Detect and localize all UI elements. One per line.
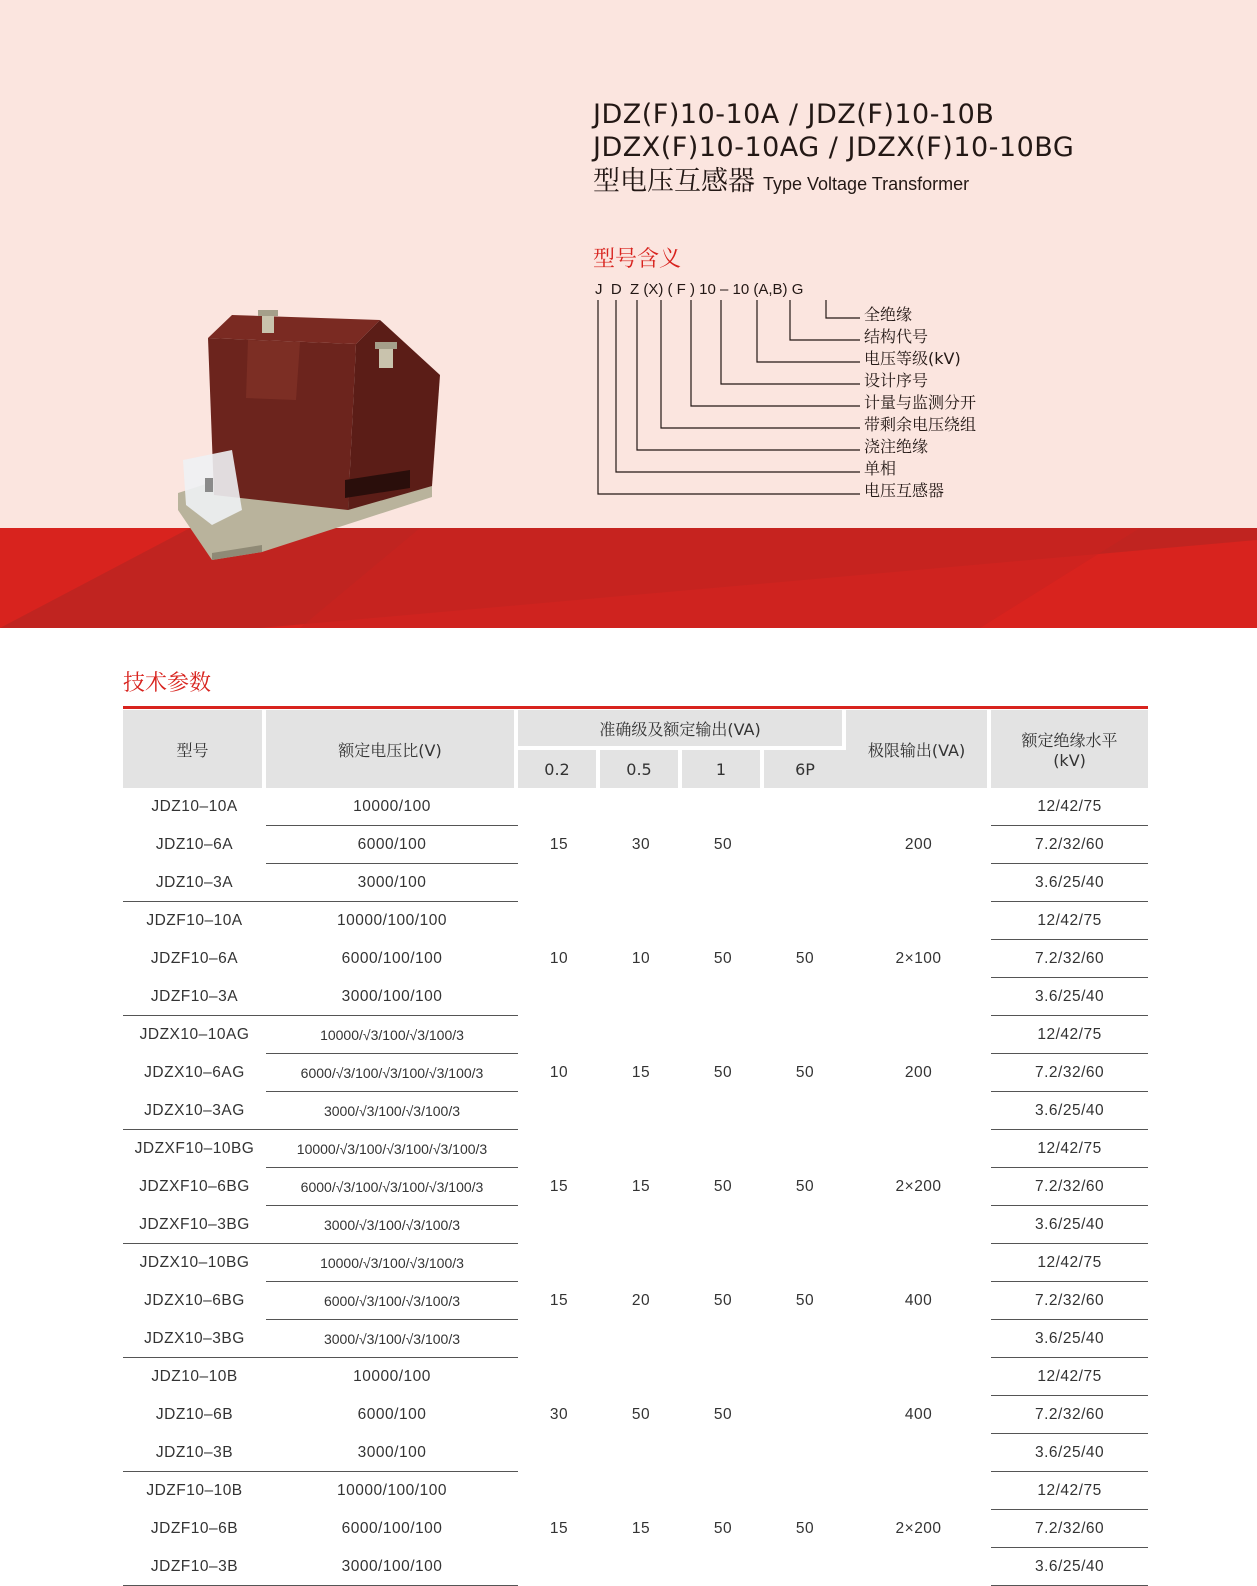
header-insulation xyxy=(991,710,1148,788)
cell-accuracy: 50 xyxy=(713,1064,733,1081)
cell-limit: 400 xyxy=(904,1406,933,1423)
cell-accuracy xyxy=(764,1358,846,1472)
header-limit: 极限输出(VA) xyxy=(846,710,991,788)
cell-insulation: 3.6/25/40 xyxy=(991,1320,1148,1358)
cell-insulation: 12/42/75 xyxy=(991,1472,1148,1510)
cell-model: JDZF10–3B xyxy=(123,1548,266,1586)
table-row xyxy=(123,1358,1148,1396)
cell-model: JDZ10–3A xyxy=(123,864,266,902)
title-line-2: JDZX(F)10-10AG / JDZX(F)10-10BG xyxy=(593,132,1075,163)
model-meaning-heading: 型号含义 xyxy=(593,247,682,272)
header-class: 0.5 xyxy=(600,746,682,788)
cell-model: JDZX10–6BG xyxy=(144,1292,245,1309)
cell-insulation: 3.6/25/40 xyxy=(991,1092,1148,1130)
cell-insulation: 7.2/32/60 xyxy=(991,1510,1148,1548)
cell-insulation: 12/42/75 xyxy=(991,788,1148,826)
cell-ratio: 10000/√3/100/√3/100/√3/100/3 xyxy=(266,1130,518,1168)
cell-model: JDZX10–6AG xyxy=(144,1064,245,1081)
header-ratio: 额定电压比(V) xyxy=(266,710,518,788)
header-model: 型号 xyxy=(123,710,266,788)
meaning-item: 电压等级(kV) xyxy=(864,349,961,368)
cell-accuracy: 50 xyxy=(713,1406,733,1423)
cell-insulation: 7.2/32/60 xyxy=(991,1396,1148,1434)
cell-accuracy: 30 xyxy=(549,1406,569,1423)
table-row xyxy=(123,902,1148,940)
specs-heading: 技术参数 xyxy=(123,671,212,696)
header-class: 1 xyxy=(682,746,764,788)
cell-accuracy: 50 xyxy=(631,1406,651,1423)
cell-insulation: 7.2/32/60 xyxy=(991,1168,1148,1206)
cell-insulation: 7.2/32/60 xyxy=(991,826,1148,864)
cell-model: JDZF10–10A xyxy=(146,912,243,929)
cell-model: JDZF10–10B xyxy=(146,1482,243,1499)
meaning-item: 带剩余电压绕组 xyxy=(864,415,977,434)
cell-accuracy xyxy=(764,788,846,902)
cell-model: JDZ10–10A xyxy=(151,798,238,815)
table-row xyxy=(123,1244,1148,1282)
cell-limit: 400 xyxy=(904,1292,933,1309)
cell-ratio: 6000/100/100 xyxy=(341,950,443,967)
meaning-item: 设计序号 xyxy=(864,371,929,390)
cell-model: JDZXF10–3BG xyxy=(123,1206,266,1244)
cell-ratio: 3000/√3/100/√3/100/3 xyxy=(266,1320,518,1358)
cell-model: JDZ10–6B xyxy=(155,1406,234,1423)
cell-model: JDZ10–6A xyxy=(155,836,234,853)
cell-model: JDZX10–10BG xyxy=(139,1254,250,1271)
cell-ratio: 6000/100/100 xyxy=(341,1520,443,1537)
cell-ratio: 6000/√3/100/√3/100/√3/100/3 xyxy=(266,1168,518,1206)
table-row xyxy=(123,788,1148,826)
meaning-item: 结构代号 xyxy=(864,327,929,346)
cell-insulation: 3.6/25/40 xyxy=(991,1548,1148,1586)
cell-ratio: 10000/100 xyxy=(353,1368,431,1385)
cell-limit: 200 xyxy=(904,1064,933,1081)
cell-model: JDZF10–3A xyxy=(123,978,266,1016)
hero-banner xyxy=(0,0,1257,628)
cell-ratio: 10000/100/100 xyxy=(337,912,447,929)
cell-ratio: 6000/100 xyxy=(357,1406,427,1423)
cell-model: JDZX10–3BG xyxy=(123,1320,266,1358)
model-meaning-diagram xyxy=(0,0,1257,528)
cell-accuracy: 50 xyxy=(713,1292,733,1309)
cell-insulation: 12/42/75 xyxy=(991,902,1148,940)
cell-accuracy: 50 xyxy=(713,1520,733,1537)
specs-heading-rule xyxy=(123,706,1148,709)
cell-accuracy: 15 xyxy=(631,1178,651,1195)
table-row xyxy=(123,1130,1148,1168)
title-line-1: JDZ(F)10-10A / JDZ(F)10-10B xyxy=(593,99,995,130)
cell-ratio: 3000/√3/100/√3/100/3 xyxy=(266,1092,518,1130)
cell-accuracy: 15 xyxy=(549,1292,569,1309)
cell-model: JDZ10–10B xyxy=(151,1368,238,1385)
cell-model: JDZF10–6A xyxy=(150,950,239,967)
cell-limit: 2×200 xyxy=(895,1520,942,1537)
cell-insulation: 3.6/25/40 xyxy=(991,1206,1148,1244)
cell-ratio: 10000/√3/100/√3/100/3 xyxy=(266,1244,518,1282)
cell-model: JDZX10–3AG xyxy=(123,1092,266,1130)
cell-ratio: 6000/100 xyxy=(266,826,518,864)
header-accuracy: 准确级及额定输出(VA) xyxy=(518,710,846,746)
cell-accuracy: 15 xyxy=(549,1520,569,1537)
cell-accuracy: 50 xyxy=(713,950,733,967)
header-class: 6P xyxy=(764,746,846,788)
cell-accuracy: 15 xyxy=(549,1178,569,1195)
cell-limit: 200 xyxy=(904,836,933,853)
cell-accuracy: 50 xyxy=(795,1292,815,1309)
cell-insulation: 7.2/32/60 xyxy=(991,940,1148,978)
cell-limit: 2×100 xyxy=(895,950,942,967)
cell-ratio: 3000/√3/100/√3/100/3 xyxy=(266,1206,518,1244)
header-insulation-unit: (kV) xyxy=(1053,751,1086,770)
cell-model: JDZ10–3B xyxy=(123,1434,266,1472)
cell-insulation: 12/42/75 xyxy=(991,1130,1148,1168)
specs-table xyxy=(123,710,1148,1586)
cell-ratio: 10000/100/100 xyxy=(337,1482,447,1499)
cell-insulation: 3.6/25/40 xyxy=(991,978,1148,1016)
cell-model: JDZXF10–6BG xyxy=(139,1178,250,1195)
cell-ratio: 3000/100 xyxy=(266,1434,518,1472)
header-class: 0.2 xyxy=(518,746,600,788)
meaning-item: 计量与监测分开 xyxy=(864,393,977,412)
cell-model: JDZXF10–10BG xyxy=(134,1140,255,1157)
cell-ratio: 6000/√3/100/√3/100/3 xyxy=(266,1282,518,1320)
cell-insulation: 12/42/75 xyxy=(991,1244,1148,1282)
title-cn: 型电压互感器 xyxy=(593,166,755,197)
cell-accuracy: 50 xyxy=(795,1520,815,1537)
cell-insulation: 7.2/32/60 xyxy=(991,1054,1148,1092)
cell-accuracy: 15 xyxy=(631,1064,651,1081)
model-code: J D Z (X) ( F ) 10 – 10 (A,B) G xyxy=(595,281,804,298)
cell-accuracy: 15 xyxy=(631,1520,651,1537)
cell-accuracy: 10 xyxy=(631,950,651,967)
title-en: Type Voltage Transformer xyxy=(763,174,970,194)
cell-accuracy: 10 xyxy=(549,950,569,967)
cell-accuracy: 15 xyxy=(549,836,569,853)
cell-accuracy: 10 xyxy=(549,1064,569,1081)
cell-accuracy: 50 xyxy=(795,1064,815,1081)
cell-ratio: 3000/100 xyxy=(266,864,518,902)
cell-limit: 2×200 xyxy=(895,1178,942,1195)
cell-ratio: 3000/100/100 xyxy=(266,978,518,1016)
cell-accuracy: 50 xyxy=(713,1178,733,1195)
cell-model: JDZF10–6B xyxy=(150,1520,239,1537)
cell-accuracy: 50 xyxy=(795,1178,815,1195)
cell-model: JDZX10–10AG xyxy=(139,1026,250,1043)
cell-insulation: 7.2/32/60 xyxy=(991,1282,1148,1320)
header-insulation-label: 额定绝缘水平 xyxy=(1021,731,1118,750)
table-row xyxy=(123,1016,1148,1054)
cell-accuracy: 50 xyxy=(713,836,733,853)
cell-insulation: 12/42/75 xyxy=(991,1016,1148,1054)
cell-accuracy: 20 xyxy=(631,1292,651,1309)
meaning-item: 电压互感器 xyxy=(864,481,945,500)
cell-ratio: 10000/100 xyxy=(266,788,518,826)
meaning-item: 浇注绝缘 xyxy=(864,437,929,456)
cell-insulation: 3.6/25/40 xyxy=(991,1434,1148,1472)
cell-accuracy: 50 xyxy=(795,950,815,967)
table-row xyxy=(123,1472,1148,1510)
cell-insulation: 12/42/75 xyxy=(991,1358,1148,1396)
meaning-item: 全绝缘 xyxy=(864,305,913,324)
specs-table-body xyxy=(123,788,1148,1586)
cell-accuracy: 30 xyxy=(631,836,651,853)
cell-insulation: 3.6/25/40 xyxy=(991,864,1148,902)
cell-ratio: 3000/100/100 xyxy=(266,1548,518,1586)
cell-ratio: 10000/√3/100/√3/100/3 xyxy=(266,1016,518,1054)
meaning-item: 单相 xyxy=(864,459,897,478)
cell-ratio: 6000/√3/100/√3/100/√3/100/3 xyxy=(266,1054,518,1092)
